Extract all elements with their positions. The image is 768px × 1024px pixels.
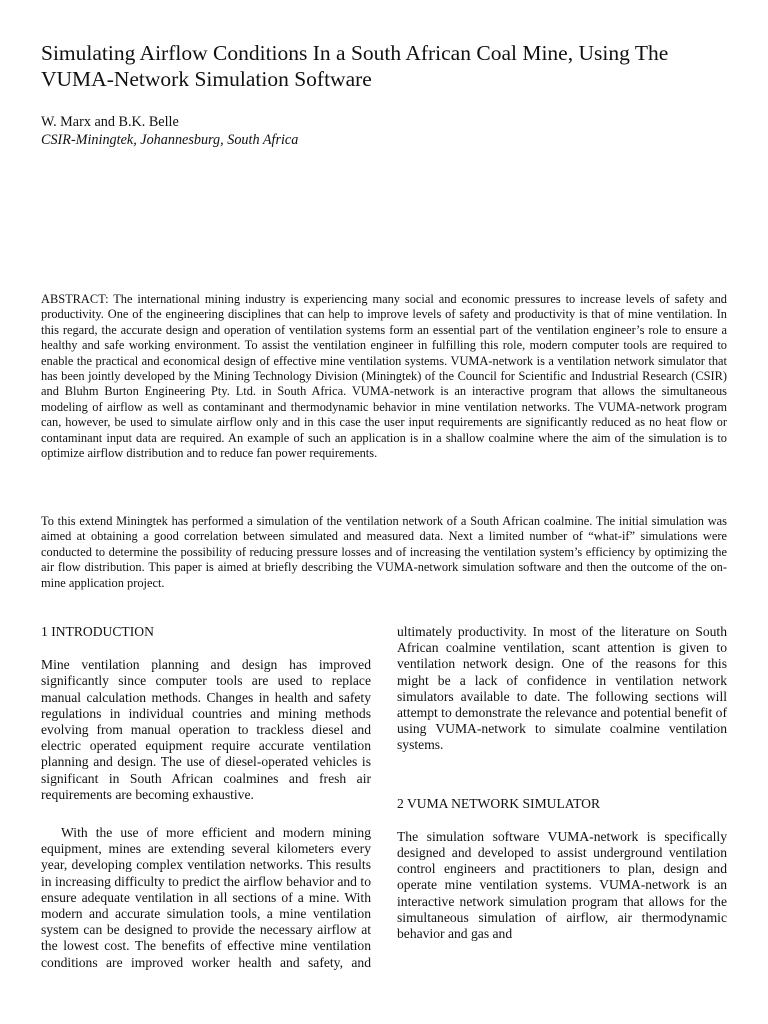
affiliation: CSIR-Miningtek, Johannesburg, South Africa [41, 132, 299, 148]
abstract: ABSTRACT: The international mining industry is experiencing many social and economic pressures to increase levels of safety and productivity. One of the engineering disciplines that can help to improve levels of safety and productivity is that of mine ventilation. In this regard, the accurate design and operation of ventilation systems form an essential part of the ventilation engineer’s role to ensure a healthy and safe working environment. To assist the ventilation engineer in fulfilling this role, modern computer tools are required to enable the practical and economical design of effective mine ventilation systems. VUMA-network is a ventilation network simulator that has been jointly developed by the Mining Technology Division (Miningtek) of the Council for Scientific and Industrial Research (CSIR) and Bluhm Burton Engineering Pty. Ltd. in South Africa. VUMA-network is an interactive program that allows the simultaneous modeling of airflow as well as contaminant and thermodynamic behavior in mine ventilation networks. The VUMA-network program can, however, be used to simulate airflow only and in this case the user input requirements are significantly reduced as no heat flow or contaminant input data are required. An example of such an application is in a shallow coalmine where the aim of the simulation is to optimize airflow distribution and to reduce fan power requirements. [41, 292, 727, 461]
intro-paragraph: To this extend Miningtek has performed a simulation of the ventilation network of a South African coalmine. The initial simulation was aimed at obtaining a good correlation between simulated and measured data. Next a limited number of “what-if” simulations were conducted to determine the possibility of reducing pressure losses and of increasing the ventilation system’s efficiency by optimizing the air flow distribution. This paper is aimed at briefly describing the VUMA-network simulation software and then the outcome of the on-mine application project. [41, 514, 727, 590]
section-1-heading: 1 INTRODUCTION [41, 624, 154, 639]
body-columns [41, 624, 727, 976]
section-1-paragraph-2: With the use of more efficient and modern mining equipment, mines are extending several kilometers every year, developing complex ventilation networks. This results in increasing difficulty to predict the airflow behavior and to ensure adequate ventilation in all sections of a mine. With modern and accurate simulation tools, a mine ventilation system can be designed to provide the necessary airflow at the lowest cost. The benefits of effective mine ventilation conditions are improved worker health and safety, and ultimately productivity. In most of the literature on South African coalmine ventilation, scant attention is given to ventilation network design. One of the reasons for this might be a lack of confidence in ventilation network simulators available to date. The following sections will attempt to demonstrate the relevance and potential benefit of using VUMA-network to simulate coalmine ventilation systems. [41, 624, 727, 970]
section-2-heading: 2 VUMA NETWORK SIMULATOR [397, 795, 601, 811]
paper-title: Simulating Airflow Conditions In a South African Coal Mine, Using The VUMA-Network Simulation Software [41, 41, 669, 91]
section-1-paragraph-1: Mine ventilation planning and design has improved significantly since computer tools are used to replace manual calculation methods. Changes in health and safety regulations in individual countries and mining methods evolving from manual operation to trackless diesel and electric operated equipment require accurate ventilation planning and design. The use of diesel-operated vehicles is significant in South African coalmines and fresh air requirements are becoming exhaustive. [41, 657, 371, 802]
section-2-paragraph-1: The simulation software VUMA-network is specifically designed and developed to assist underground ventilation control engineers and practitioners to plan, design and operate mine ventilation systems. VUMA-network is an interactive network simulation program that allows for the simultaneous simulation of airflow, air thermodynamic behavior and gas and [397, 828, 727, 942]
authors: W. Marx and B.K. Belle [41, 114, 179, 130]
